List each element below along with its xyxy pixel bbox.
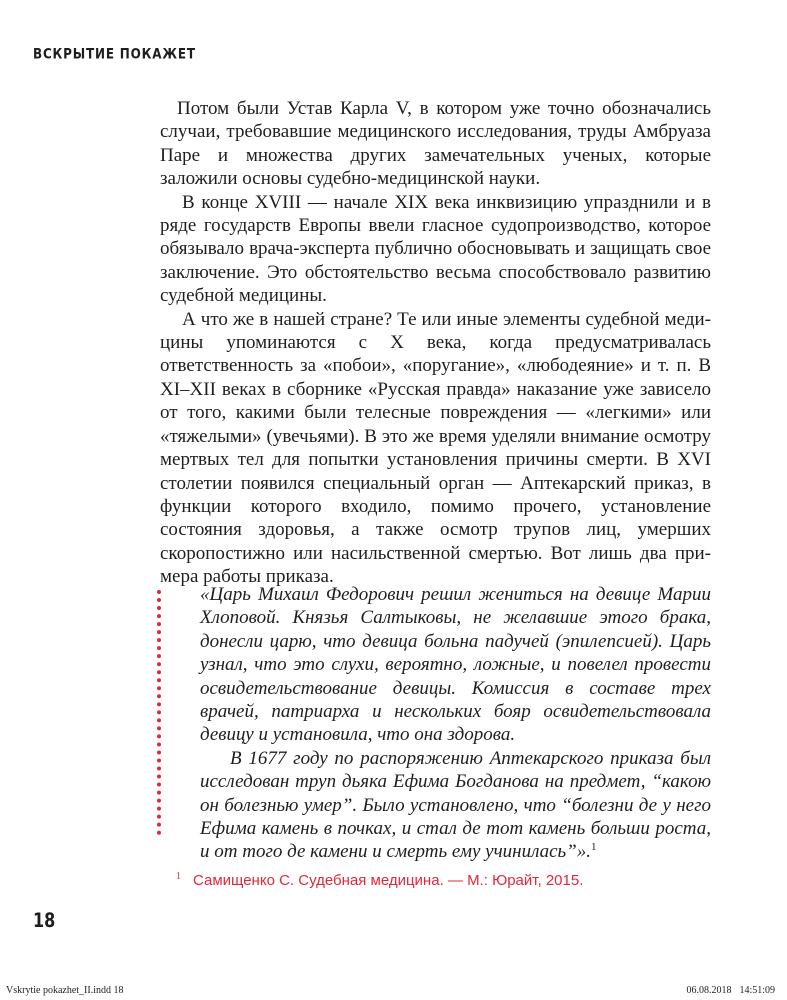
slug-time: 14:51:09	[739, 985, 775, 996]
page-number: 18	[33, 909, 56, 932]
paragraph: А что же в нашей стране? Те или иные элементы судебной медицины упоминаются с X века, когда предусматривалась ответственность за «побои», «поругание», «любодеяние» и т. п. В XI–XII веках в сборнике «Русская правда» наказание уже зависело от того, какими были телесные повреждения — «легкими» или «тяжелыми» (увечьями). В это же время уделяли внимание осмотру мертвых тел для попытки установления причины смерти. В XVI столетии появился специальный орган — Аптекарский приказ, в функции которого входило, помимо прочего, установление состояния здоровья, а также осмотр трупов лиц, умерших скоропостижно или насильственной смертью. Вот лишь два примера работы приказа.	[160, 308, 711, 588]
paragraph: В конце XVIII — начале XIX века инквизицию упразднили и в ряде государств Европы ввели гласное судопроизводство, которое обязывало врача-эксперта публично обосновывать и защищать свое заключение. Это обстоятельство весьма способствовало развитию судебной медицины.	[160, 191, 711, 307]
quote-paragraph-text: В 1677 году по распоряжению Аптекарского приказа был исследован труп дьяка Ефима Богданова на предмет, “какою он болезнью умер”. Было установлено, что “болезни де у него Ефима камень в почках, и стал де тот камень больши роста, и от того де камени и смерть ему учинилась”».	[200, 747, 711, 863]
footnote	[176, 871, 583, 889]
footnote-marker: 1	[176, 871, 181, 882]
print-slug-file: Vskrytie pokazhet_II.indd 18	[6, 985, 124, 996]
running-head: ВСКРЫТИЕ ПОКАЖЕТ	[33, 46, 196, 63]
footnote-reference[interactable]: 1	[591, 841, 597, 854]
quote-paragraph-2	[200, 747, 711, 864]
main-text	[160, 97, 711, 589]
quote-paragraph: «Царь Михаил Федорович решил жениться на девице Марии Хлоповой. Князья Салтыковы, не желавшие этого брака, донесли царю, что девица больна падучей (эпилепсией). Царь узнал, что это слухи, вероятно, ложные, и повелел провести освидетельствование девицы. Комиссия в составе трех врачей, патриарха и нескольких бояр освидетельствовала девицу и установила, что она здорова.	[200, 584, 711, 746]
quote-dotted-rule	[157, 590, 165, 835]
slug-date: 06.08.2018	[686, 985, 732, 996]
print-slug-datetime	[686, 985, 775, 996]
block-quote	[200, 583, 711, 864]
footnote-text: Самищенко С. Судебная медицина. — М.: Юрайт, 2015.	[193, 872, 584, 889]
paragraph: Потом были Устав Карла V, в котором уже точно обозначались случаи, требовавшие медицинского исследования, труды Амбруаза Паре и множества других замечательных ученых, которые заложили основы судебно-медицинской науки.	[160, 98, 711, 190]
